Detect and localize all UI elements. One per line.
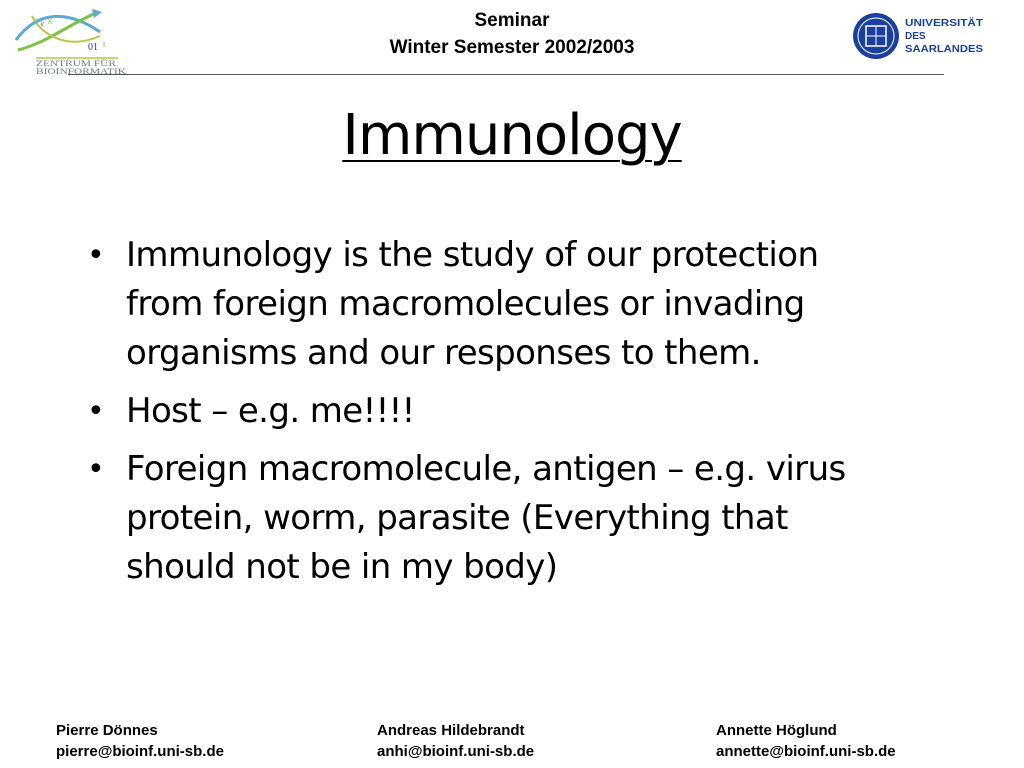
footer-author-3 [716,720,896,762]
bullet-line: organisms and our responses to them. [126,333,761,373]
bullet-marker: • [87,238,105,273]
svg-text:a: a [34,15,38,25]
svg-text:01: 01 [88,42,98,53]
logo-left-line-2: BIOINFORMATIK [36,67,127,76]
footer-author-email: annette@bioinf.uni-sb.de [716,743,896,760]
slide-title [0,100,1024,172]
bullet-item [86,387,936,436]
footer-author-1 [56,720,224,762]
logo-left-line-1: ZENTRUM FÜR [36,59,117,68]
footer-author-email: anhi@bioinf.uni-sb.de [377,743,535,760]
bullet-line: should not be in my body) [126,547,558,587]
bullet-marker: • [87,452,105,487]
bullet-line: protein, worm, parasite (Everything that [126,498,788,538]
bullet-line: Host – e.g. me!!!! [126,391,415,431]
zentrum-fur-bioinformatik-logo [8,6,142,76]
bullet-item [86,445,936,592]
seal-line-1: UNIVERSITÄT [905,18,972,29]
footer-author-2 [377,720,534,762]
footer-author-name: Pierre Dönnes [56,722,158,739]
seal-line-3: SAARLANDES [905,44,984,55]
bullet-marker: • [87,394,105,429]
header-line-1: Seminar [474,10,550,31]
universitat-des-saarlandes-seal [852,12,987,62]
seal-line-2: DES [905,31,926,42]
slide-title-text: Immunology [342,103,682,168]
header-divider [68,74,944,75]
footer-author-name: Andreas Hildebrandt [377,722,525,739]
header-line-2: Winter Semester 2002/2003 [389,37,635,58]
svg-text:1: 1 [102,40,106,49]
bullet-list [86,231,936,601]
footer-author-email: pierre@bioinf.uni-sb.de [56,743,224,760]
bullet-line: Foreign macromolecule, antigen – e.g. virus [126,449,846,489]
svg-text:c: c [41,20,45,28]
bullet-item [86,231,936,378]
footer-author-name: Annette Höglund [716,722,837,739]
svg-text:g: g [48,15,52,24]
bullet-line: Immunology is the study of our protection [126,235,819,275]
bullet-line: from foreign macromolecules or invading [126,284,805,324]
slide-header [300,7,724,61]
